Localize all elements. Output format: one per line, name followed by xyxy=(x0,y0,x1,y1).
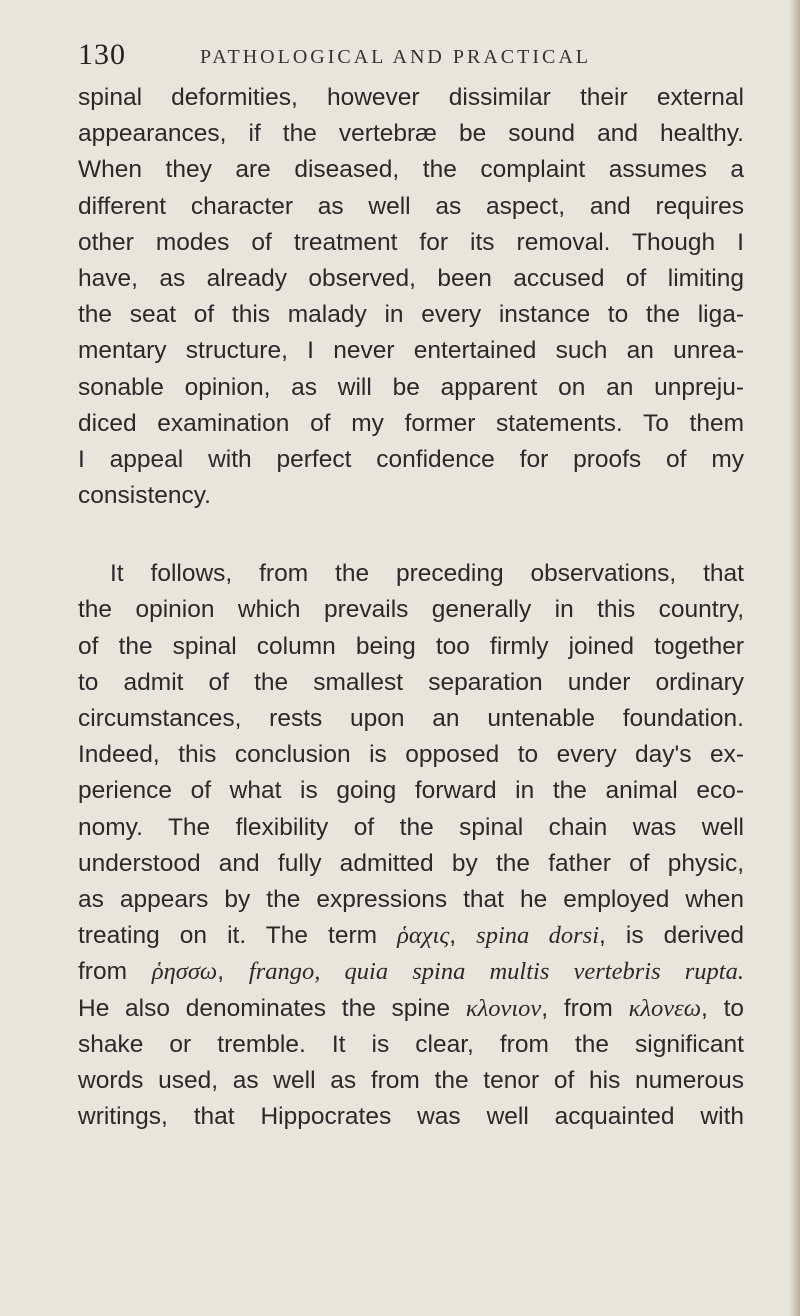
running-title: PATHOLOGICAL AND PRACTICAL xyxy=(200,46,591,68)
text-run: , xyxy=(217,958,249,986)
latin-term: spina dorsi xyxy=(476,922,600,950)
page-number: 130 xyxy=(78,38,126,71)
running-head xyxy=(78,38,718,74)
greek-term: κλονεω xyxy=(628,994,702,1022)
text-line: circumstances, rests upon an untenable foundation. xyxy=(78,705,744,732)
text-line: sonable opinion, as will be apparent on an unpreju- xyxy=(78,373,744,401)
text-line: When they are diseased, the complaint assumes a xyxy=(78,156,744,184)
text-line: different character as well as aspect, and requires xyxy=(78,192,744,220)
latin-term: frango, quia spina multis vertebris rupta. xyxy=(248,958,744,986)
text-run: He also denominates the spine xyxy=(78,994,466,1022)
greek-term: ῥαχις xyxy=(397,922,450,950)
text-run: , to xyxy=(701,994,744,1022)
paragraph-1 xyxy=(78,80,744,514)
text-line: mentary structure, I never entertained such an unrea- xyxy=(78,337,744,365)
text-line: as appears by the expressions that he employed when xyxy=(78,885,744,913)
text-line: It follows, from the preceding observations, that xyxy=(110,560,744,588)
page-edge-shadow xyxy=(790,0,800,1316)
text-line xyxy=(78,918,744,954)
text-line: perience of what is going forward in the animal eco- xyxy=(78,777,744,805)
text-line: appearances, if the vertebræ be sound and healthy. xyxy=(78,120,744,148)
text-line: consistency. xyxy=(78,482,211,510)
text-line: nomy. The flexibility of the spinal chain was well xyxy=(78,813,744,841)
text-line: Indeed, this conclusion is opposed to every day's ex- xyxy=(78,741,744,769)
greek-term: κλονιον xyxy=(465,994,542,1022)
text-line xyxy=(78,991,744,1027)
text-run: , from xyxy=(541,994,629,1022)
text-line: of the spinal column being too firmly joined together xyxy=(78,632,744,660)
paragraph-2 xyxy=(78,556,744,1135)
text-run: from xyxy=(78,958,152,986)
text-line: spinal deformities, however dissimilar their external xyxy=(78,84,744,111)
text-line: the opinion which prevails generally in this country, xyxy=(78,596,744,624)
text-line: diced examination of my former statements. To them xyxy=(78,409,744,437)
text-run: , xyxy=(449,922,477,950)
text-line: to admit of the smallest separation under ordinary xyxy=(78,668,744,696)
text-line: writings, that Hippocrates was well acquainted with xyxy=(78,1103,744,1131)
body-text xyxy=(78,80,744,1135)
text-line: other modes of treatment for its removal. Though I xyxy=(78,228,744,256)
greek-term: ῥησσω xyxy=(151,958,218,986)
text-line: words used, as well as from the tenor of his numerous xyxy=(78,1066,744,1094)
text-run: , is derived xyxy=(599,922,744,950)
text-line xyxy=(78,954,744,990)
text-line: the seat of this malady in every instance to the liga- xyxy=(78,301,744,329)
text-line: have, as already observed, been accused of limiting xyxy=(78,264,744,292)
text-line: shake or tremble. It is clear, from the significant xyxy=(78,1030,744,1058)
text-line: I appeal with perfect confidence for proofs of my xyxy=(78,445,744,473)
text-line: understood and fully admitted by the father of physic, xyxy=(78,849,744,877)
paragraph-gap xyxy=(78,514,744,556)
text-run: treating on it. The term xyxy=(78,922,398,950)
